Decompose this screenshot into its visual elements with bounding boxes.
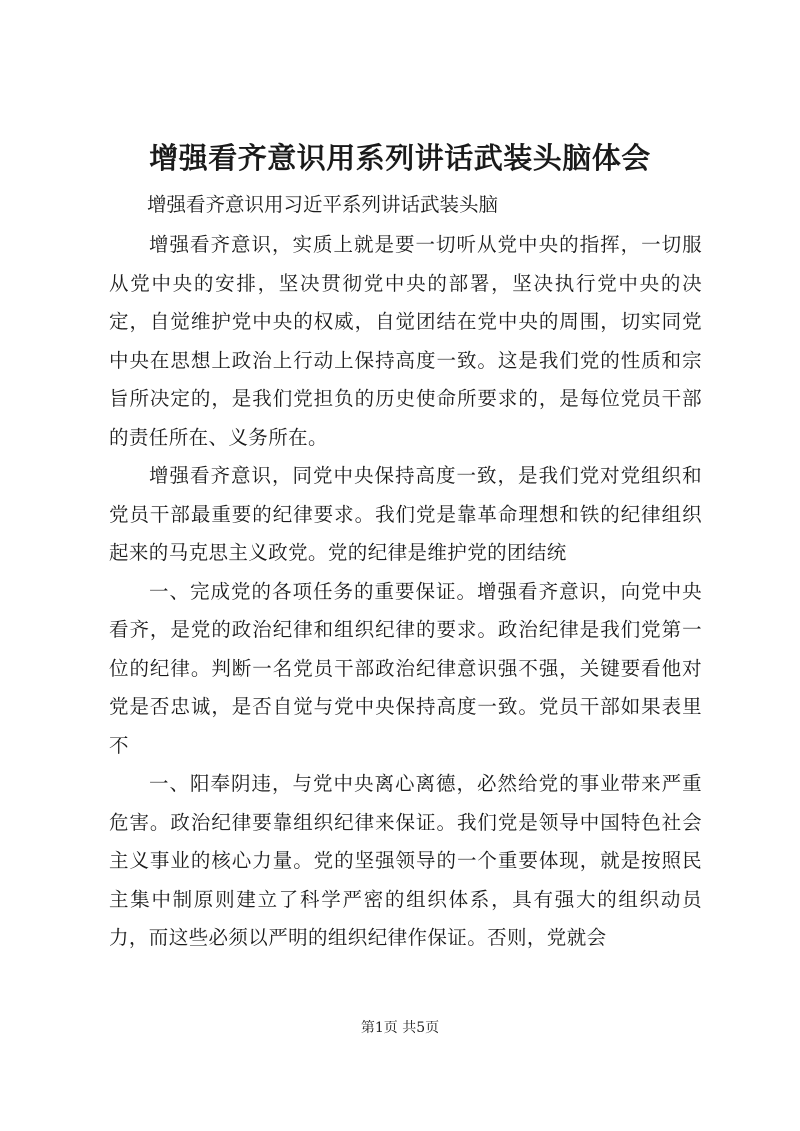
page-number-footer: 第1页 共5页 <box>360 1020 440 1036</box>
body-paragraph: 一、完成党的各项任务的重要保证。增强看齐意识，向党中央看齐，是党的政治纪律和组织纪律的要求。政治纪律是我们党第一位的纪律。判断一名党员干部政治纪律意识强不强，关键要看他对党是否忠诚，是否自觉与党中央保持高度一致。党员干部如果表里不 <box>109 579 702 757</box>
document-title: 增强看齐意识用系列讲话武装头脑体会 <box>149 141 651 175</box>
body-paragraph: 增强看齐意识，同党中央保持高度一致，是我们党对党组织和党员干部最重要的纪律要求。我们党是靠革命理想和铁的纪律组织起来的马克思主义政党。党的纪律是维护党的团结统 <box>109 464 702 564</box>
body-paragraph: 增强看齐意识，实质上就是要一切听从党中央的指挥，一切服从党中央的安排，坚决贯彻党中央的部署，坚决执行党中央的决定，自觉维护党中央的权威，自觉团结在党中央的周围，切实同党中央在思想上政治上行动上保持高度一致。这是我们党的性质和宗旨所决定的，是我们党担负的历史使命所要求的，是每位党员干部的责任所在、义务所在。 <box>109 233 702 449</box>
document-body <box>109 226 702 958</box>
document-subtitle: 增强看齐意识用习近平系列讲话武装头脑 <box>147 193 499 216</box>
body-paragraph: 一、阳奉阴违，与党中央离心离德，必然给党的事业带来严重危害。政治纪律要靠组织纪律来保证。我们党是领导中国特色社会主义事业的核心力量。党的坚强领导的一个重要体现，就是按照民主集中制原则建立了科学严密的组织体系，具有强大的组织动员力，而这些必须以严明的组织纪律作保证。否则，党就会 <box>109 772 702 949</box>
